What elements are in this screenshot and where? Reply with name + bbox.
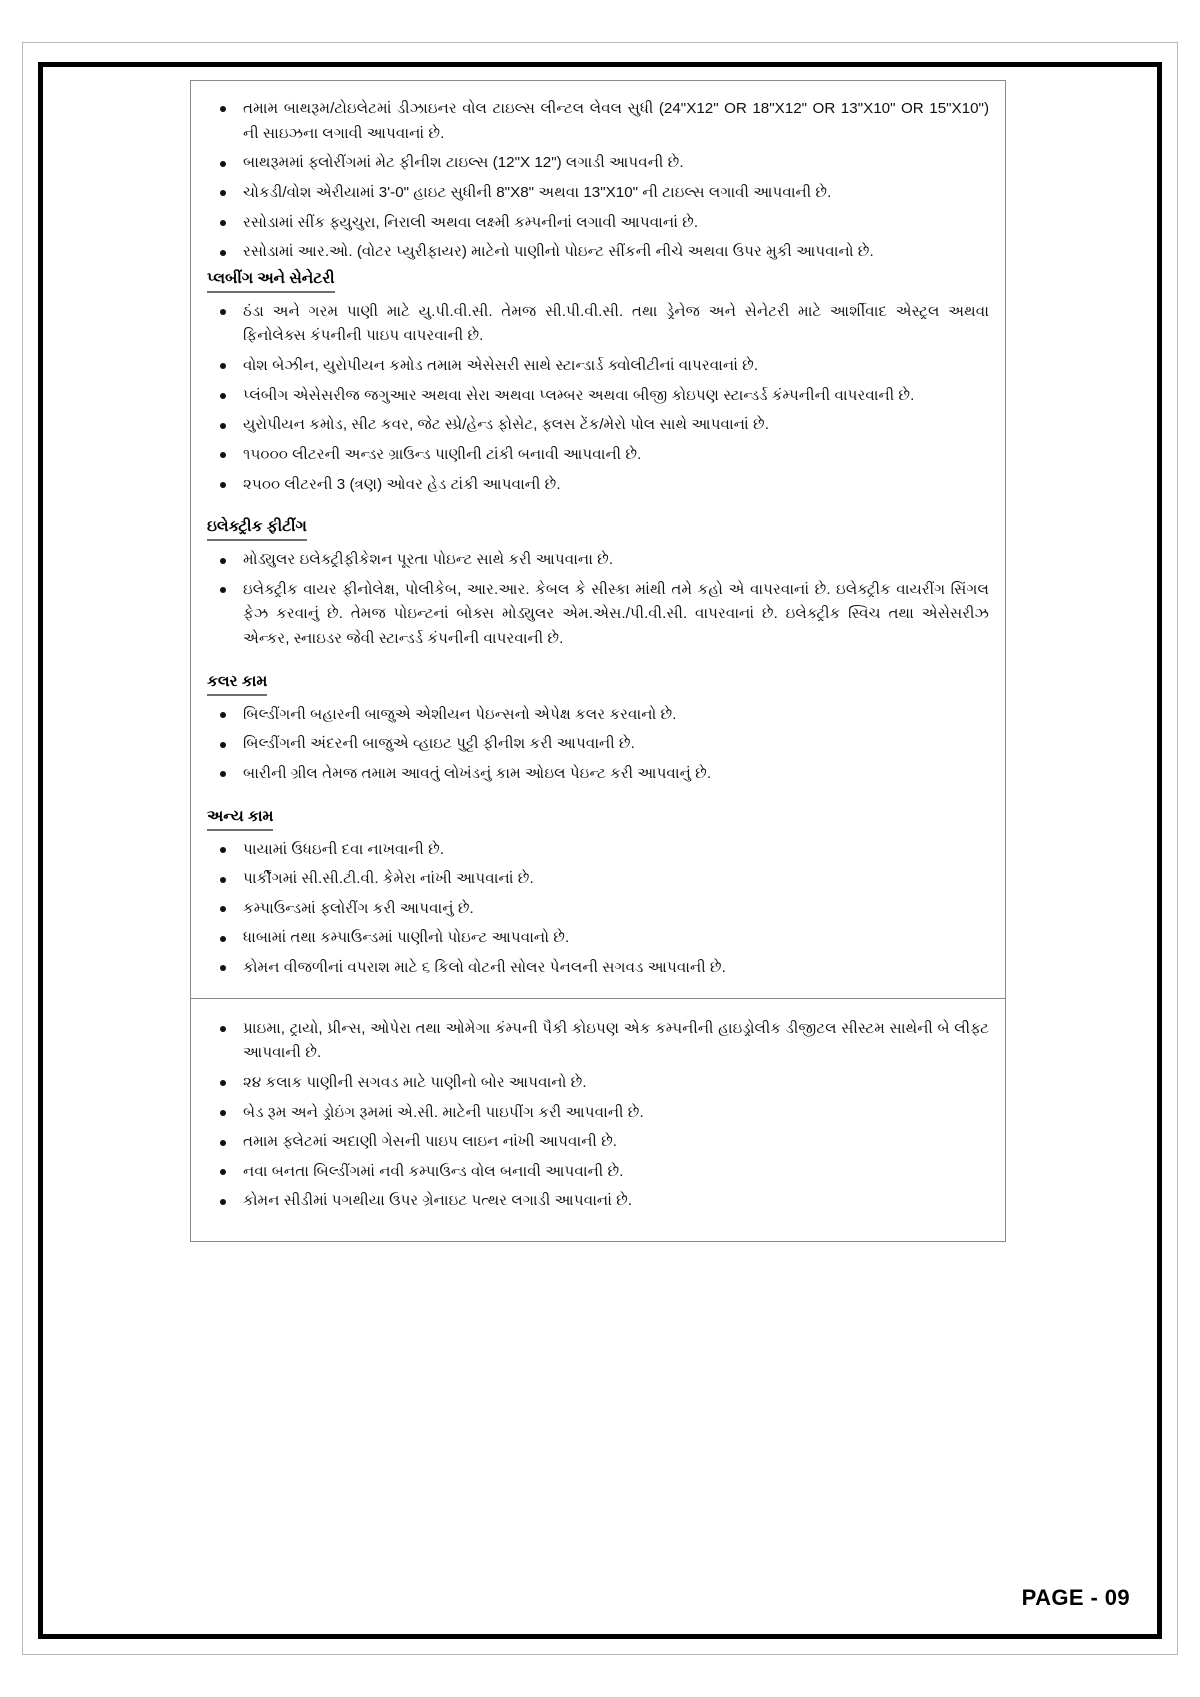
bullet-dot-icon — [220, 1026, 226, 1032]
sections-container — [207, 270, 989, 981]
spec-bullet-text: યુરોપીયન કમોડ, સીટ કવર, જેટ સ્પ્રે/હેન્ડ ફોસેટ, ફ્લસ ટેંક/મેરો પોલ સાથે આપવાનાં છે. — [243, 416, 769, 434]
content-cell-bottom — [191, 998, 1005, 1241]
spec-bullet-text: ૨૪ કલાક પાણીની સગવડ માટે પાણીનો બોર આપવાનો છે. — [243, 1073, 587, 1091]
spec-bullet-text: ૧૫૦૦૦ લીટરની અન્ડર ગ્રાઉન્ડ પાણીની ટાંકી બનાવી આપવાની છે. — [243, 445, 642, 463]
spec-bullet-item — [207, 384, 989, 409]
bullet-dot-icon — [220, 965, 226, 971]
bullet-dot-icon — [220, 363, 226, 369]
spec-bullet-item — [207, 181, 989, 206]
spec-bullet-item — [207, 151, 989, 176]
spec-bullet-text: પાર્કીંગમાં સી.સી.ટી.વી. કેમેરા નાંખી આપવાનાં છે. — [243, 870, 534, 888]
spec-bullet-text: તમામ ફ્લેટમાં અદાણી ગેસની પાઇપ લાઇન નાંખી આપવાની છે. — [243, 1133, 618, 1151]
page-number-footer: PAGE - 09 — [1021, 1585, 1130, 1610]
bullet-dot-icon — [220, 190, 226, 196]
spec-bullet-text: ધાબામાં તથા કમ્પાઉન્ડમાં પાણીનો પોઇન્ટ આપવાનો છે. — [243, 929, 570, 947]
section-heading: અન્ય કામ — [207, 808, 273, 831]
bullet-dot-icon — [220, 1169, 226, 1175]
spec-bullet-item — [207, 1101, 989, 1126]
spec-bullet-text: કોમન વીજળીનાં વપરાશ માટે ૬ કિલો વોટની સોલર પેનલની સગવડ આપવાની છે. — [243, 959, 726, 976]
section-heading-wrap — [207, 657, 989, 703]
spec-bullet-text: બેડ રૂમ અને ડ્રોઇંગ રૂમમાં એ.સી. માટેની પાઇપીંગ કરી આપવાની છે. — [243, 1103, 644, 1121]
spec-bullet-item — [207, 1130, 989, 1155]
bullet-dot-icon — [220, 936, 226, 942]
spec-bullet-text: કમ્પાઉન્ડમાં ફ્લોરીંગ કરી આપવાનું છે. — [243, 899, 474, 917]
lead-bullet-list — [207, 97, 989, 265]
bullet-dot-icon — [220, 1110, 226, 1116]
spec-section — [207, 792, 989, 981]
section-heading-wrap — [207, 270, 989, 300]
spec-bullet-item — [207, 732, 989, 757]
spec-bullet-item — [207, 956, 989, 981]
section-heading-wrap — [207, 792, 989, 838]
content-table — [190, 80, 1006, 1242]
spec-bullet-text: પાયામાં ઉધઇની દવા નાખવાની છે. — [243, 840, 445, 858]
spec-bullet-text: બિલ્ડીંગની બહારની બાજુએ એશીયન પેઇન્સનો એપેક્ષ કલર કરવાનો છે. — [243, 705, 677, 723]
spec-bullet-item — [207, 443, 989, 468]
section-heading: ઇલેક્ટ્રીક ફીટીંગ — [207, 518, 307, 541]
spec-section — [207, 270, 989, 497]
bullet-dot-icon — [220, 712, 226, 718]
spec-bullet-text: તમામ બાથરૂમ/ટોઇલેટમાં ડીઝાઇનર વોલ ટાઇલ્સ લીન્ટલ લેવલ સુધી (24"X12" OR 18"X12" OR 13"X10" OR 15"X10") ની સાઇઝના લગાવી આપવાનાં છે. — [243, 100, 989, 142]
spec-bullet-item — [207, 926, 989, 951]
bullet-dot-icon — [220, 742, 226, 748]
bullet-dot-icon — [220, 558, 226, 564]
spec-bullet-text: ઇલેક્ટ્રીક વાયર ફીનોલેક્ષ, પોલીકેબ, આર.આર. કેબલ કે સીસ્કા માંથી તમે કહો એ વાપરવાનાં છે. ઇલેક્ટ્રીક વાયરીંગ સિંગલ ફેઝ કરવાનું છે. તેમજ પોઇન્ટનાં બોક્સ મોડ્યુલર એમ.એસ./પી.વી.સી. વાપરવાનાં છે. ઇલેક્ટ્રીક સ્વિચ તથા એસેસરીઝ એન્કર, સ્નાઇડર જેવી સ્ટાન્ડર્ડ કંપનીની વાપરવાની છે. — [243, 580, 989, 647]
spec-bullet-item — [207, 473, 989, 498]
spec-bullet-text: પ્રાઇમા, ટ્રાયો, પ્રીન્સ, ઓપેરા તથા ઓમેગા કંમ્પની પૈકી કોઇપણ એક કમ્પનીની હાઇડ્રોલીક ડીજીટલ સીસ્ટમ સાથેની બે લીફ્ટ આપવાની છે. — [243, 1019, 989, 1062]
bottom-bullet-list — [207, 1017, 989, 1214]
spec-bullet-text: પ્લંબીગ એસેસરીજ જગુઆર અથવા સેરા અથવા પ્લમ્બર અથવા બીજી કોઇપણ સ્ટાન્ડર્ડ કંમ્પનીની વાપરવાની છે. — [243, 386, 915, 404]
bullet-dot-icon — [220, 1140, 226, 1146]
spec-bullet-text: રસોડામાં આર.ઓ. (વોટર પ્યુરીફાયર) માટેનો પાણીનો પોઇન્ટ સીંકની નીચે અથવા ઉપર મુકી આપવાનો છે. — [243, 243, 874, 261]
bullet-dot-icon — [220, 877, 226, 883]
spec-bullet-item — [207, 1071, 989, 1096]
spec-bullet-item — [207, 897, 989, 922]
bullet-dot-icon — [220, 482, 226, 488]
bullet-dot-icon — [220, 161, 226, 167]
spec-bullet-text: બારીની ગ્રીલ તેમજ તમામ આવતું લોખંડનું કામ ઓઇલ પેઇન્ટ કરી આપવાનું છે. — [243, 764, 712, 782]
spec-bullet-text: કોમન સીડીમાં પગથીયા ઉપર ગ્રેનાઇટ પત્થર લગાડી આપવાનાં છે. — [243, 1192, 633, 1210]
bullet-dot-icon — [220, 906, 226, 912]
spec-bullet-item — [207, 211, 989, 236]
bullet-dot-icon — [220, 847, 226, 853]
spec-bullet-text: નવા બનતા બિલ્ડીંગમાં નવી કમ્પાઉન્ડ વોલ બનાવી આપવાની છે. — [243, 1162, 624, 1180]
section-bullet-list — [207, 548, 989, 652]
spec-bullet-item — [207, 1160, 989, 1185]
spec-bullet-text: વોશ બેઝીન, યુરોપીયન કમોડ તમામ એસેસરી સાથે સ્ટાન્ડાર્ડ ક્વોલીટીનાં વાપરવાનાં છે. — [243, 357, 759, 374]
bullet-dot-icon — [220, 106, 226, 112]
spec-bullet-item — [207, 1189, 989, 1214]
spec-bullet-item — [207, 867, 989, 892]
spec-bullet-text: રસોડામાં સીંક ફ્યુચુરા, નિરાલી અથવા લક્ષ્મી કમ્પનીનાં લગાવી આપવાનાં છે. — [243, 213, 699, 231]
bullet-dot-icon — [220, 220, 226, 226]
spec-bullet-text: ૨૫૦૦ લીટરની 3 (ત્રણ) ઓવર હેડ ટાંકી આપવાની છે. — [243, 475, 561, 493]
section-heading: પ્લબીંગ અને સેનેટરી — [207, 270, 335, 293]
spec-bullet-text: બાથરૂમમાં ફ્લોરીંગમાં મેટ ફીનીશ ટાઇલ્સ (12"X 12") લગાડી આપવની છે. — [243, 154, 684, 172]
section-bullet-list — [207, 703, 989, 787]
spec-bullet-item — [207, 354, 989, 379]
section-heading: કલર કામ — [207, 673, 267, 696]
bullet-dot-icon — [220, 309, 226, 315]
spec-bullet-item — [207, 838, 989, 863]
spec-bullet-item — [207, 762, 989, 787]
spec-bullet-text: ઠંડા અને ગરમ પાણી માટે યુ.પી.વી.સી. તેમજ સી.પી.વી.સી. તથા ડ્રેનેજ અને સેનેટરી માટે આર્શીવાદ એસ્ટ્રલ અથવા ફિનોલેક્સ કંપનીની પાઇપ વાપરવાની છે. — [243, 302, 989, 345]
spec-bullet-item — [207, 240, 989, 265]
spec-section — [207, 502, 989, 652]
bullet-dot-icon — [220, 1080, 226, 1086]
spec-bullet-item — [207, 413, 989, 438]
section-bullet-list — [207, 838, 989, 981]
spec-bullet-item — [207, 703, 989, 728]
spec-section — [207, 657, 989, 787]
section-heading-wrap — [207, 502, 989, 548]
bullet-dot-icon — [220, 250, 226, 256]
spec-bullet-text: ચોકડી/વોશ એરીયામાં 3'-0" હાઇટ સુધીની 8"X8" અથવા 13"X10" ની ટાઇલ્સ લગાવી આપવાની છે. — [243, 183, 832, 201]
spec-bullet-item — [207, 548, 989, 573]
bullet-dot-icon — [220, 423, 226, 429]
spec-bullet-item — [207, 578, 989, 652]
spec-bullet-item — [207, 97, 989, 146]
content-cell-top — [191, 81, 1005, 998]
spec-bullet-item — [207, 300, 989, 349]
spec-bullet-text: બિલ્ડીંગની અંદરની બાજુએ વ્હાઇટ પુટ્ટી ફીનીશ કરી આપવાની છે. — [243, 735, 635, 753]
spec-bullet-text: મોડ્યુલર ઇલેક્ટ્રીફીકેશન પૂરતા પોઇન્ટ સાથે કરી આપવાના છે. — [243, 551, 614, 569]
bullet-dot-icon — [220, 452, 226, 458]
spec-bullet-item — [207, 1017, 989, 1066]
bullet-dot-icon — [220, 393, 226, 399]
section-bullet-list — [207, 300, 989, 497]
bullet-dot-icon — [220, 1199, 226, 1205]
bullet-dot-icon — [220, 771, 226, 777]
bullet-dot-icon — [220, 587, 226, 593]
